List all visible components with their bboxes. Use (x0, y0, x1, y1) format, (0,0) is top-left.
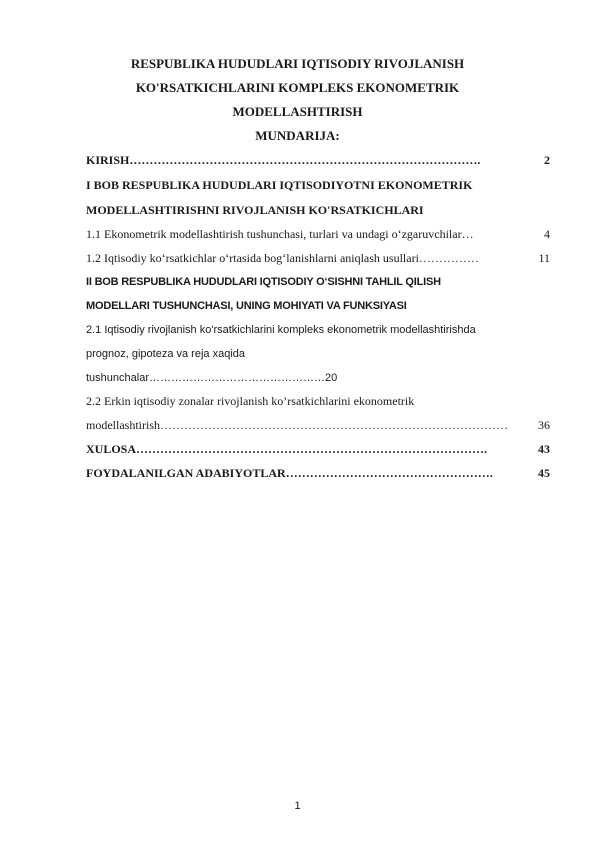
toc-entry-page: 4 (544, 227, 550, 241)
toc-entry-page: 11 (538, 251, 550, 265)
toc-entry-text: KIRISH……………………………………………………………………………. (86, 153, 481, 167)
toc-chapter-1-title-cont: MODELLASHTIRISHNI RIVOJLANISH KO'RSATKICHLARI (86, 203, 424, 217)
title-line-2: KO'RSATKICHLARINI KOMPLEKS EKONOMETRIK (135, 80, 460, 95)
toc-entry-intro (86, 153, 550, 168)
toc-entry-page: 2 (544, 153, 550, 167)
toc-entry-text: 1.2 Iqtisodiy ko‘rsatkichlar o‘rtasida bog‘lanishlarni aniqlash usullari…………… (86, 251, 479, 265)
toc-chapter-1-title: I BOB RESPUBLIKA HUDUDLARI IQTISODIYOTNI EKONOMETRIK (86, 178, 473, 192)
toc-entry-2-1-cont-2: tushunchalar…………………………………………20 (86, 372, 338, 384)
title-line-1: RESPUBLIKA HUDUDLARI IQTISODIY RIVOJLANISH (130, 56, 465, 71)
toc-chapter-2-title: II BOB RESPUBLIKA HUDUDLARI IQTISODIY O‘SISHNI TAHLIL QILISH (86, 276, 441, 288)
toc-entry-2-1: 2.1 Iqtisodiy rivojlanish ko'rsatkichlarini kompleks ekonometrik modellashtirishda (86, 324, 476, 336)
toc-entry-page: 45 (538, 466, 550, 480)
toc-entry-2-2-cont (86, 418, 550, 433)
toc-entry-conclusion (86, 442, 550, 457)
toc-entry-1-1 (86, 227, 550, 242)
toc-entry-references (86, 466, 550, 481)
toc-entry-text: XULOSA……………………………………………………………………………. (86, 442, 488, 456)
title-line-3: MODELLASHTIRISH (232, 104, 363, 119)
page-number: 1 (294, 800, 301, 812)
toc-entry-text: 1.1 Ekonometrik modellashtirish tushunchasi, turlari va undagi o‘zgaruvchilar… (86, 227, 474, 241)
toc-heading: MUNDARIJA: (255, 128, 340, 143)
toc-entry-text: modellashtirish…………………………………………………………………………… (86, 418, 508, 432)
toc-entry-2-2: 2.2 Erkin iqtisodiy zonalar rivojlanish ko’rsatkichlarini ekonometrik (86, 394, 415, 408)
toc-entry-1-2 (86, 251, 550, 266)
toc-entry-page: 36 (538, 418, 550, 432)
toc-chapter-2-title-cont: MODELLARI TUSHUNCHASI, UNING MOHIYATI VA FUNKSIYASI (86, 300, 407, 312)
toc-entry-text: FOYDALANILGAN ADABIYOTLAR……………………………………………. (86, 466, 493, 480)
toc-entry-2-1-cont: prognoz, gipoteza va reja xaqida (86, 348, 245, 360)
toc-entry-page: 43 (538, 442, 550, 456)
